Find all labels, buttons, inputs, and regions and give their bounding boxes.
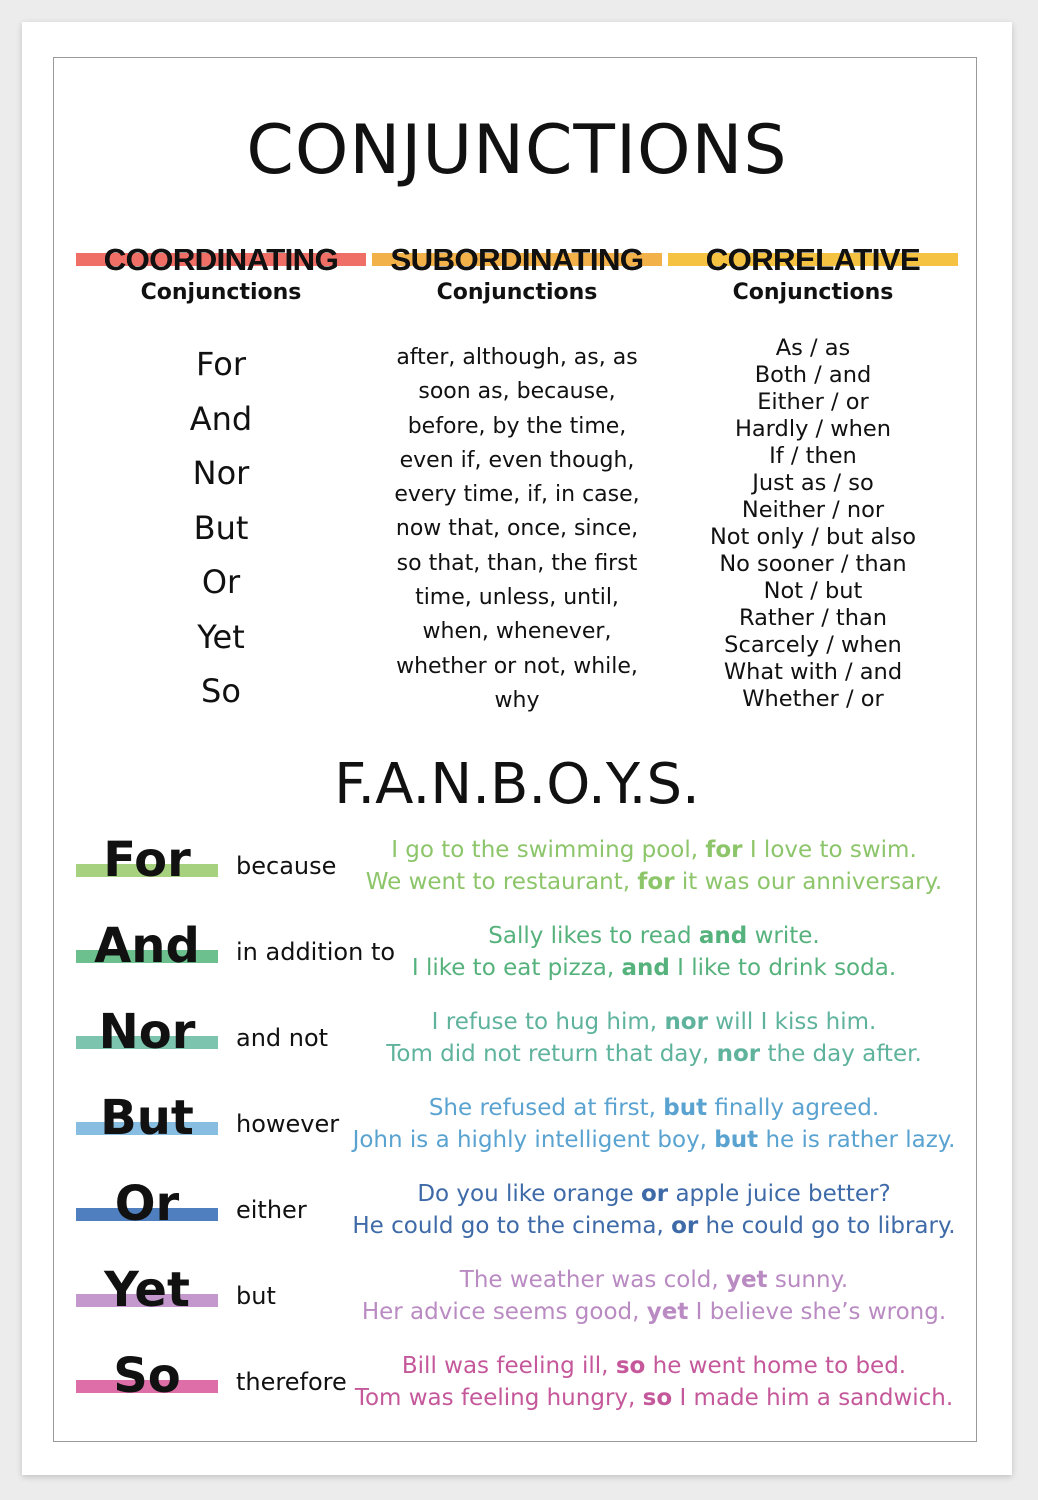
text-line: now that, once, since, bbox=[395, 516, 639, 542]
list-item: And bbox=[189, 399, 253, 438]
list-item: Hardly / when bbox=[734, 416, 892, 442]
sentence-part: I love to swim. bbox=[742, 837, 917, 863]
conjunction-meaning: but bbox=[236, 1282, 276, 1310]
list-item: Yet bbox=[197, 617, 245, 656]
conjunction-meaning: in addition to bbox=[236, 938, 396, 966]
list-item: For bbox=[196, 345, 246, 383]
fanboys-row bbox=[22, 1006, 1012, 1092]
sentence-conjunction: for bbox=[705, 837, 743, 863]
list-item: Rather / than bbox=[738, 605, 888, 631]
example-sentences bbox=[344, 1092, 964, 1156]
list-item: What with / and bbox=[723, 659, 903, 685]
list-item: If / then bbox=[769, 443, 857, 469]
subordinating-subheading: Conjunctions bbox=[436, 280, 598, 305]
sentence-conjunction: and bbox=[621, 955, 670, 981]
sentence-part: will I kiss him. bbox=[707, 1009, 877, 1035]
example-sentence bbox=[344, 1210, 964, 1242]
example-sentence bbox=[344, 1124, 964, 1156]
text-line: after, although, as, as bbox=[396, 345, 638, 370]
sentence-conjunction: and bbox=[698, 923, 748, 949]
sentence-part: Her advice seems good, bbox=[361, 1299, 647, 1325]
sentence-part: the day after. bbox=[760, 1041, 922, 1067]
text-line: soon as, because, bbox=[418, 379, 616, 405]
sentence-part: We went to restaurant, bbox=[365, 869, 638, 895]
sentence-part: She refused at first, bbox=[428, 1095, 664, 1121]
text-line: before, by the time, bbox=[407, 413, 627, 439]
correlative-list bbox=[668, 335, 958, 713]
coordinating-subheading: Conjunctions bbox=[140, 280, 302, 305]
coordinating-heading-text: COORDINATING bbox=[103, 242, 339, 277]
example-sentences bbox=[344, 920, 964, 984]
sentence-part: Sally likes to read bbox=[488, 923, 699, 949]
sentence-part: Tom did not return that day, bbox=[386, 1041, 717, 1067]
fanboys-row bbox=[22, 1350, 1012, 1436]
subordinating-list bbox=[387, 341, 647, 718]
coordinating-heading bbox=[76, 242, 366, 278]
fanboys-row bbox=[22, 920, 1012, 1006]
sentence-part: I refuse to hug him, bbox=[431, 1009, 665, 1035]
fanboys-row bbox=[22, 1178, 1012, 1264]
sentence-part: I made him a sandwich. bbox=[672, 1385, 954, 1411]
conjunction-word: Yet bbox=[104, 1262, 190, 1318]
list-item: Just as / so bbox=[752, 470, 874, 496]
sentence-part: I like to drink soda. bbox=[669, 955, 897, 981]
sentence-conjunction: so bbox=[615, 1353, 646, 1379]
text-line: whether or not, while, bbox=[396, 653, 638, 679]
sentence-part: finally agreed. bbox=[707, 1095, 880, 1121]
text-line: every time, if, in case, bbox=[394, 482, 640, 508]
text-line: so that, than, the first bbox=[396, 550, 638, 576]
text-line: time, unless, until, bbox=[415, 585, 619, 611]
conjunction-meaning: because bbox=[236, 852, 337, 880]
list-item: Not / but bbox=[763, 578, 863, 604]
example-sentences bbox=[344, 1264, 964, 1328]
example-sentence bbox=[344, 952, 964, 984]
sentence-conjunction: yet bbox=[725, 1267, 768, 1293]
sentence-part: Bill was feeling ill, bbox=[401, 1353, 616, 1379]
conjunction-word: Or bbox=[114, 1176, 180, 1232]
sentence-part: I like to eat pizza, bbox=[411, 955, 622, 981]
example-sentences bbox=[344, 1006, 964, 1070]
list-item: But bbox=[193, 508, 249, 547]
conjunction-word: Nor bbox=[98, 1004, 196, 1060]
poster bbox=[22, 22, 1012, 1475]
sentence-part: John is a highly intelligent boy, bbox=[352, 1127, 715, 1153]
sentence-part: I go to the swimming pool, bbox=[391, 837, 706, 863]
list-item: Or bbox=[201, 563, 241, 601]
correlative-subheading: Conjunctions bbox=[732, 280, 894, 305]
conjunction-word: And bbox=[94, 918, 200, 974]
list-item: Nor bbox=[192, 454, 250, 492]
subordinating-heading-text: SUBORDINATING bbox=[390, 242, 644, 277]
coordinating-list bbox=[76, 337, 366, 719]
list-item: Not only / but also bbox=[709, 524, 917, 550]
sentence-part: Tom was feeling hungry, bbox=[354, 1385, 643, 1411]
example-sentence bbox=[344, 1296, 964, 1328]
sentence-conjunction: for bbox=[637, 869, 675, 895]
subordinating-heading bbox=[372, 242, 662, 278]
conjunction-meaning: however bbox=[236, 1110, 340, 1138]
list-item: Either / or bbox=[757, 389, 869, 415]
list-item: So bbox=[201, 672, 241, 710]
conjunction-meaning: therefore bbox=[236, 1368, 347, 1396]
sentence-part: write. bbox=[747, 923, 820, 949]
example-sentence bbox=[344, 1006, 964, 1038]
example-sentence bbox=[344, 1382, 964, 1414]
sentence-part: he went home to bed. bbox=[645, 1353, 907, 1379]
sentence-conjunction: but bbox=[663, 1095, 708, 1121]
sentence-conjunction: nor bbox=[664, 1009, 708, 1035]
fanboys-row bbox=[22, 1264, 1012, 1350]
sentence-conjunction: or bbox=[640, 1181, 669, 1207]
sentence-part: I believe she’s wrong. bbox=[688, 1299, 947, 1325]
example-sentence bbox=[344, 834, 964, 866]
correlative-heading bbox=[668, 242, 958, 278]
example-sentence bbox=[344, 1178, 964, 1210]
sentence-part: he is rather lazy. bbox=[758, 1127, 956, 1153]
sentence-conjunction: or bbox=[671, 1213, 699, 1239]
sentence-conjunction: so bbox=[642, 1385, 673, 1411]
sentence-part: The weather was cold, bbox=[459, 1267, 726, 1293]
text-line: when, whenever, bbox=[422, 619, 612, 645]
example-sentence bbox=[344, 1350, 964, 1382]
conjunction-word: But bbox=[100, 1090, 194, 1146]
list-item: As / as bbox=[775, 335, 851, 361]
sentence-part: Do you like orange bbox=[417, 1181, 641, 1207]
sentence-part: it was our anniversary. bbox=[674, 869, 943, 895]
example-sentence bbox=[344, 1092, 964, 1124]
example-sentence bbox=[344, 1264, 964, 1296]
conjunction-word: So bbox=[113, 1348, 181, 1404]
example-sentences bbox=[344, 834, 964, 898]
subordinating-column bbox=[372, 242, 662, 718]
fanboys-row bbox=[22, 834, 1012, 920]
correlative-column bbox=[668, 242, 958, 713]
example-sentences bbox=[344, 1350, 964, 1414]
conjunction-word: For bbox=[103, 832, 191, 888]
sentence-conjunction: but bbox=[714, 1127, 759, 1153]
conjunction-meaning: and not bbox=[236, 1024, 329, 1052]
fanboys-title: F.A.N.B.O.Y.S. bbox=[334, 752, 700, 817]
list-item: Both / and bbox=[754, 362, 872, 388]
coordinating-column bbox=[76, 242, 366, 719]
conjunction-meaning: either bbox=[236, 1196, 307, 1224]
sentence-part: sunny. bbox=[767, 1267, 849, 1293]
list-item: Neither / nor bbox=[741, 497, 885, 523]
example-sentence bbox=[344, 866, 964, 898]
correlative-heading-text: CORRELATIVE bbox=[705, 242, 921, 277]
list-item: No sooner / than bbox=[719, 551, 907, 577]
sentence-conjunction: yet bbox=[646, 1299, 689, 1325]
list-item: Scarcely / when bbox=[724, 632, 902, 658]
sentence-part: he could go to library. bbox=[698, 1213, 956, 1239]
text-line: why bbox=[494, 687, 540, 713]
sentence-part: He could go to the cinema, bbox=[352, 1213, 672, 1239]
list-item: Whether / or bbox=[742, 686, 884, 712]
example-sentence bbox=[344, 920, 964, 952]
sentence-conjunction: nor bbox=[716, 1041, 761, 1067]
example-sentence bbox=[344, 1038, 964, 1070]
text-line: even if, even though, bbox=[399, 447, 635, 473]
example-sentences bbox=[344, 1178, 964, 1242]
sentence-part: apple juice better? bbox=[668, 1181, 891, 1207]
page-title: CONJUNCTIONS bbox=[246, 111, 788, 190]
fanboys-row bbox=[22, 1092, 1012, 1178]
